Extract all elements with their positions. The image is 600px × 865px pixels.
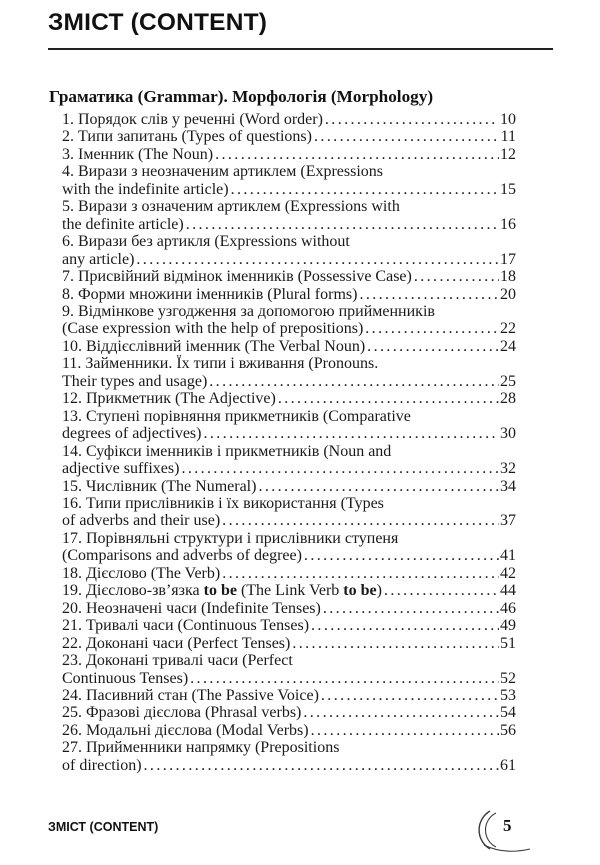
toc-entry-title-continued: adjective suffixes) xyxy=(62,460,180,478)
toc-page-number: 61 xyxy=(500,756,516,774)
toc-entry-title: 5. Вирази з означеним артиклем (Expressions with xyxy=(62,198,400,216)
toc-entry[interactable] xyxy=(62,617,516,634)
toc-entry-title: 9. Відмінкове узгодження за допомогою прийменників xyxy=(62,302,435,320)
toc-entry-title: 17. Порівняльні структури і прислівники ступеня xyxy=(62,529,399,547)
dot-leader xyxy=(365,320,499,337)
toc-entry[interactable] xyxy=(62,443,516,478)
toc-page-number: 24 xyxy=(500,337,516,355)
toc-entry[interactable] xyxy=(62,128,516,145)
toc-page-number: 20 xyxy=(500,285,516,303)
toc-page-number: 46 xyxy=(500,599,516,617)
dot-leader xyxy=(203,425,499,442)
emphasis-term: to be xyxy=(343,582,377,600)
toc-entry-title: 27. Прийменники напрямку (Prepositions xyxy=(62,739,340,757)
dot-leader xyxy=(278,390,499,407)
toc-entry-title: 24. Пасивний стан (The Passive Voice) xyxy=(62,686,319,704)
toc-entry[interactable] xyxy=(62,146,516,163)
table-of-contents xyxy=(62,111,516,774)
toc-entry[interactable] xyxy=(62,739,516,774)
toc-entry-title: 12. Прикметник (The Adjective) xyxy=(62,390,276,408)
toc-entry-title-part: (The Link Verb xyxy=(236,582,344,600)
toc-page-number: 16 xyxy=(500,215,516,233)
toc-entry[interactable] xyxy=(62,268,516,285)
toc-entry-title: 18. Дієслово (The Verb) xyxy=(62,564,221,582)
toc-page-number: 44 xyxy=(500,582,516,600)
toc-page-number: 25 xyxy=(500,372,516,390)
toc-page-number: 28 xyxy=(500,390,516,408)
dot-leader xyxy=(181,460,499,477)
toc-page-number: 22 xyxy=(500,320,516,338)
dot-leader xyxy=(292,635,499,652)
toc-entry-title: 15. Числівник (The Numeral) xyxy=(62,477,257,495)
toc-entry-title-continued: Continuous Tenses) xyxy=(62,669,189,687)
dot-leader xyxy=(303,704,499,721)
dot-leader xyxy=(209,373,499,390)
section-heading: Граматика (Grammar). Морфологія (Morphology) xyxy=(49,87,434,106)
toc-entry-title-continued: of direction) xyxy=(62,756,142,774)
toc-page-number: 17 xyxy=(500,250,516,268)
toc-entry-title-continued: (Comparisons and adverbs of degree) xyxy=(62,547,302,565)
toc-entry[interactable] xyxy=(62,530,516,565)
emphasis-term: to be xyxy=(203,582,237,600)
toc-entry-title: 26. Модальні дієслова (Modal Verbs) xyxy=(62,721,309,739)
dot-leader xyxy=(367,338,499,355)
toc-entry-title: 6. Вирази без артикля (Expressions without xyxy=(62,233,350,251)
toc-page-number: 37 xyxy=(500,512,516,530)
toc-page-number: 30 xyxy=(500,425,516,443)
toc-page-number: 49 xyxy=(500,617,516,635)
toc-entry[interactable] xyxy=(62,687,516,704)
toc-entry-title-continued: the definite article) xyxy=(62,215,184,233)
toc-entry-title: 4. Вирази з неозначеним артиклем (Expressions xyxy=(62,163,384,181)
dot-leader xyxy=(384,582,499,599)
toc-entry-title: 3. Іменник (The Noun) xyxy=(62,145,214,163)
toc-page-number: 53 xyxy=(500,686,516,704)
toc-entry[interactable] xyxy=(62,635,516,652)
toc-entry[interactable] xyxy=(62,233,516,268)
toc-entry[interactable] xyxy=(62,722,516,739)
toc-entry-title-part: ) xyxy=(376,582,382,600)
toc-entry[interactable] xyxy=(62,198,516,233)
toc-entry-title: 7. Присвійний відмінок іменників (Possessive Case) xyxy=(62,268,412,286)
toc-entry-title: 22. Доконані часи (Perfect Tenses) xyxy=(62,634,291,652)
toc-page-number: 42 xyxy=(500,564,516,582)
dot-leader xyxy=(258,478,499,495)
toc-page-number: 54 xyxy=(500,704,516,722)
dot-leader xyxy=(231,181,499,198)
toc-entry[interactable] xyxy=(62,303,516,338)
toc-page-number: 51 xyxy=(500,634,516,652)
toc-entry-title: 2. Типи запитань (Types of questions) xyxy=(62,128,312,146)
dot-leader xyxy=(314,128,500,145)
toc-entry-title: 1. Порядок слів у реченні (Word order) xyxy=(62,111,323,128)
toc-entry[interactable] xyxy=(62,338,516,355)
toc-entry[interactable] xyxy=(62,582,516,599)
toc-entry-title: 20. Неозначені часи (Indefinite Tenses) xyxy=(62,599,321,617)
dot-leader xyxy=(190,670,499,687)
toc-entry-title: 13. Ступені порівняння прикметників (Comparative xyxy=(62,407,411,425)
toc-entry-title-continued: of adverbs and their use) xyxy=(62,512,221,530)
toc-entry-title: 14. Суфікси іменників і прикметників (Noun and xyxy=(62,442,392,460)
toc-entry-title-continued: with the indefinite article) xyxy=(62,180,229,198)
toc-entry-title xyxy=(62,582,382,599)
toc-entry-title: 8. Форми множини іменників (Plural forms) xyxy=(62,285,358,303)
toc-entry[interactable] xyxy=(62,408,516,443)
toc-entry-title: 21. Тривалі часи (Continuous Tenses) xyxy=(62,617,310,635)
toc-entry[interactable] xyxy=(62,286,516,303)
toc-entry-title-continued: any article) xyxy=(62,250,135,268)
dot-leader xyxy=(311,722,499,739)
dot-leader xyxy=(323,600,499,617)
toc-entry-title-continued: (Case expression with the help of prepositions) xyxy=(62,320,364,338)
toc-page-number: 56 xyxy=(500,721,516,739)
page-title: ЗМІСТ (CONTENT) xyxy=(48,9,268,36)
dot-leader xyxy=(359,286,499,303)
toc-page-number: 12 xyxy=(500,145,516,163)
toc-entry-title-continued: Their types and usage) xyxy=(62,372,208,390)
toc-entry[interactable] xyxy=(62,652,516,687)
dot-leader xyxy=(144,757,499,774)
dot-leader xyxy=(222,565,499,582)
toc-entry[interactable] xyxy=(62,704,516,721)
dot-leader xyxy=(321,687,499,704)
toc-entry[interactable] xyxy=(62,495,516,530)
dot-leader xyxy=(304,547,499,564)
toc-page-number: 41 xyxy=(500,547,516,565)
toc-entry[interactable] xyxy=(62,478,516,495)
toc-entry-title-continued: degrees of adjectives) xyxy=(62,425,202,443)
toc-entry[interactable] xyxy=(62,355,516,390)
dot-leader xyxy=(414,268,499,285)
dot-leader xyxy=(215,146,499,163)
toc-entry-title-part: 19. Дієслово-зв’язка xyxy=(62,582,204,600)
toc-entry[interactable] xyxy=(62,111,516,128)
toc-page-number: 52 xyxy=(500,669,516,687)
toc-page-number: 10 xyxy=(500,111,516,128)
toc-entry-title: 10. Віддієслівний іменник (The Verbal Noun) xyxy=(62,337,366,355)
toc-entry-title: 23. Доконані тривалі часи (Perfect xyxy=(62,652,293,670)
toc-entry-title: 16. Типи прислівників і їх використання (Types xyxy=(62,494,384,512)
toc-entry[interactable] xyxy=(62,390,516,407)
toc-entry-title: 11. Займенники. Їх типи і вживання (Pronouns. xyxy=(62,355,379,373)
footer-running-title: ЗМІСТ (CONTENT) xyxy=(48,820,159,834)
header-divider xyxy=(48,48,553,50)
toc-page-number: 11 xyxy=(500,128,516,146)
dot-leader xyxy=(311,617,499,634)
dot-leader xyxy=(136,251,499,268)
toc-page-number: 34 xyxy=(500,477,516,495)
dot-leader xyxy=(186,216,499,233)
dot-leader xyxy=(325,111,499,128)
toc-page-number: 18 xyxy=(500,268,516,286)
toc-page-number: 32 xyxy=(500,460,516,478)
dot-leader xyxy=(222,512,499,529)
toc-page-number: 15 xyxy=(500,180,516,198)
toc-entry[interactable] xyxy=(62,565,516,582)
page-number: 5 xyxy=(503,816,512,835)
toc-entry-title: 25. Фразові дієслова (Phrasal verbs) xyxy=(62,704,302,722)
toc-entry[interactable] xyxy=(62,163,516,198)
toc-entry[interactable] xyxy=(62,600,516,617)
